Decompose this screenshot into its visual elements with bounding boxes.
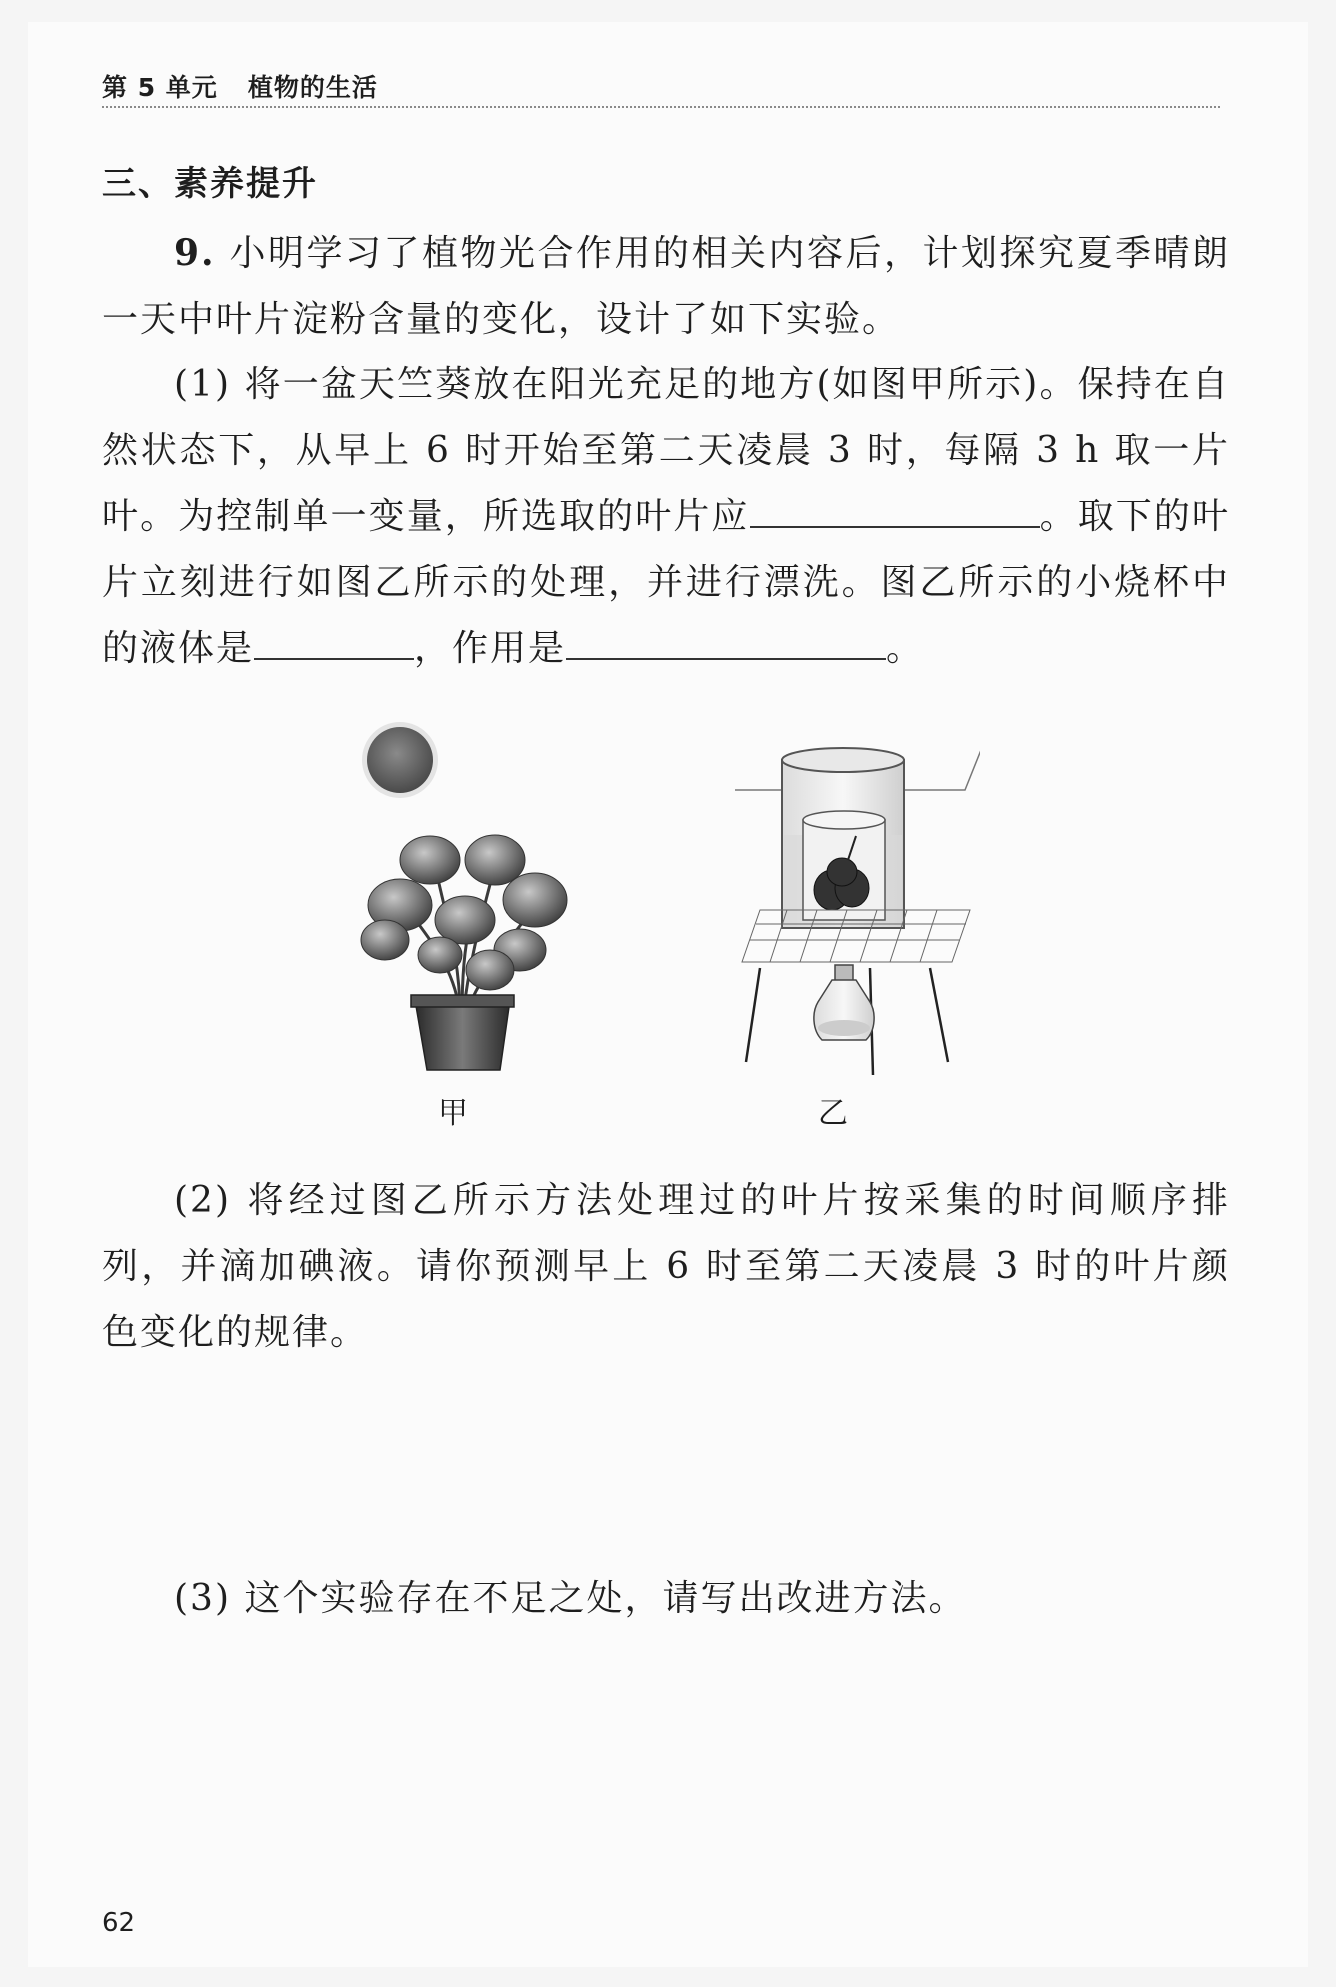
flower-pot (411, 995, 514, 1070)
page-header (102, 68, 1220, 108)
part1-text-c: ，作用是 (414, 628, 567, 669)
figure-jia-plant (345, 715, 575, 1075)
figure-label-yi: 乙 (818, 1096, 848, 1131)
answer-blank-liquid[interactable] (254, 622, 414, 660)
question-intro-text: 小明学习了植物光合作用的相关内容后，计划探究夏季晴朗一天中叶片淀粉含量的变化，设计了如下实验。 (102, 233, 1230, 340)
question-intro (102, 220, 1230, 353)
section-heading: 三、素养提升 (102, 164, 318, 204)
answer-blank-function[interactable] (566, 622, 886, 660)
figure-label-jia: 甲 (438, 1096, 468, 1131)
question-part-1 (102, 352, 1230, 682)
question-part-3: (3) 这个实验存在不足之处，请写出改进方法。 (174, 1578, 967, 1619)
part1-text-b: 。取下的叶片立刻进行如图乙所示的处理，并进行漂洗。图乙所示的小烧杯中的液体是 (102, 496, 1230, 669)
part1-text-d: 。 (886, 628, 925, 669)
sun-icon (362, 722, 438, 798)
answer-blank-leaf-selection[interactable] (750, 490, 1040, 528)
page-number: 62 (102, 1908, 136, 1938)
alcohol-lamp (814, 965, 874, 1040)
question-part-2: (2) 将经过图乙所示方法处理过的叶片按采集的时间顺序排列，并滴加碘液。请你预测早上 6 时至第二天凌晨 3 时的叶片颜色变化的规律。 (102, 1180, 1230, 1353)
part1-text-a: (1) 将一盆天竺葵放在阳光充足的地方(如图甲所示)。保持在自然状态下，从早上 6 时开始至第二天凌晨 3 时，每隔 3 h 取一片叶。为控制单一变量，所选取的叶片应 (102, 364, 1230, 537)
figure-yi-water-bath (720, 740, 980, 1075)
question-number: 9. (174, 232, 216, 274)
unit-number: 第 5 单元 (102, 73, 218, 102)
unit-title: 植物的生活 (247, 73, 378, 102)
